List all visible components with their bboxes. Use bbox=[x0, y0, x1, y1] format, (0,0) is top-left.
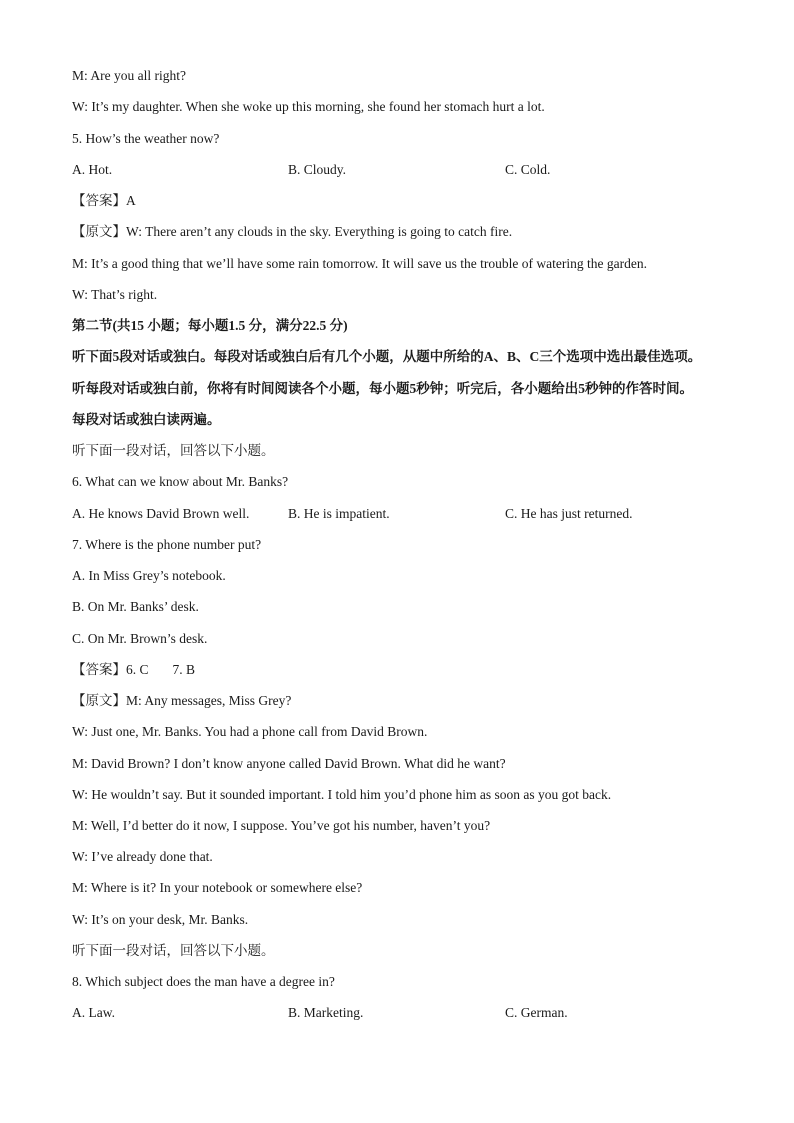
q6-option-a: A. He knows David Brown well. bbox=[72, 506, 250, 521]
dialogue-line: W: It’s my daughter. When she woke up this morning, she found her stomach hurt a lot. bbox=[72, 99, 545, 114]
question-7: 7. Where is the phone number put? bbox=[72, 537, 262, 552]
q5-script-line: M: It’s a good thing that we’ll have some rain tomorrow. It will save us the trouble of watering the garden. bbox=[72, 256, 647, 271]
section-instruction: 听每段对话或独白前，你将有时间阅读各个小题，每小题5秒钟；听完后，各小题给出5秒钟的作答时间。 bbox=[72, 381, 693, 396]
q67-script-line: M: David Brown? I don’t know anyone called David Brown. What did he want? bbox=[72, 756, 506, 771]
q67-script-line: M: Where is it? In your notebook or somewhere else? bbox=[72, 880, 363, 895]
q7-option-c: C. On Mr. Brown’s desk. bbox=[72, 631, 208, 646]
q7-option-a: A. In Miss Grey’s notebook. bbox=[72, 568, 226, 583]
q5-script-line: W: That’s right. bbox=[72, 287, 158, 302]
q5-script-line: 【原文】W: There aren’t any clouds in the sky. Everything is going to catch fire. bbox=[72, 224, 513, 239]
q6-answer: 【答案】6. C bbox=[72, 662, 149, 677]
q67-answer bbox=[72, 661, 754, 679]
listen-prompt: 听下面一段对话，回答以下小题。 bbox=[72, 443, 275, 458]
question-8: 8. Which subject does the man have a degree in? bbox=[72, 974, 335, 989]
q8-option-c: C. German. bbox=[505, 1005, 568, 1020]
q67-script-line: W: He wouldn’t say. But it sounded important. I told him you’d phone him as soon as you got back. bbox=[72, 787, 612, 802]
q5-answer: 【答案】A bbox=[72, 193, 136, 208]
listen-prompt: 听下面一段对话，回答以下小题。 bbox=[72, 943, 275, 958]
q67-script-line: 【原文】M: Any messages, Miss Grey? bbox=[72, 693, 292, 708]
q7-answer: 7. B bbox=[172, 662, 196, 677]
q5-option-a: A. Hot. bbox=[72, 162, 113, 177]
q67-script-line: W: I’ve already done that. bbox=[72, 849, 213, 864]
q8-option-a: A. Law. bbox=[72, 1005, 115, 1020]
q67-script-line: W: It’s on your desk, Mr. Banks. bbox=[72, 912, 249, 927]
section-instruction: 听下面5段对话或独白。每段对话或独白后有几个小题，从题中所给的A、B、C三个选项中选出最佳选项。 bbox=[72, 349, 702, 364]
q7-option-b: B. On Mr. Banks’ desk. bbox=[72, 599, 199, 614]
section-instruction: 每段对话或独白读两遍。 bbox=[72, 412, 221, 427]
dialogue-line: M: Are you all right? bbox=[72, 68, 186, 83]
q8-option-b: B. Marketing. bbox=[288, 1005, 364, 1020]
q6-option-c: C. He has just returned. bbox=[505, 506, 633, 521]
q5-option-b: B. Cloudy. bbox=[288, 162, 347, 177]
q67-script-line: M: Well, I’d better do it now, I suppose. You’ve got his number, haven’t you? bbox=[72, 818, 491, 833]
q6-option-b: B. He is impatient. bbox=[288, 506, 390, 521]
q67-script-line: W: Just one, Mr. Banks. You had a phone call from David Brown. bbox=[72, 724, 428, 739]
section-heading: 第二节(共15 小题；每小题1.5 分，满分22.5 分) bbox=[72, 318, 348, 333]
question-5: 5. How’s the weather now? bbox=[72, 131, 220, 146]
q5-option-c: C. Cold. bbox=[505, 162, 551, 177]
question-6: 6. What can we know about Mr. Banks? bbox=[72, 474, 289, 489]
